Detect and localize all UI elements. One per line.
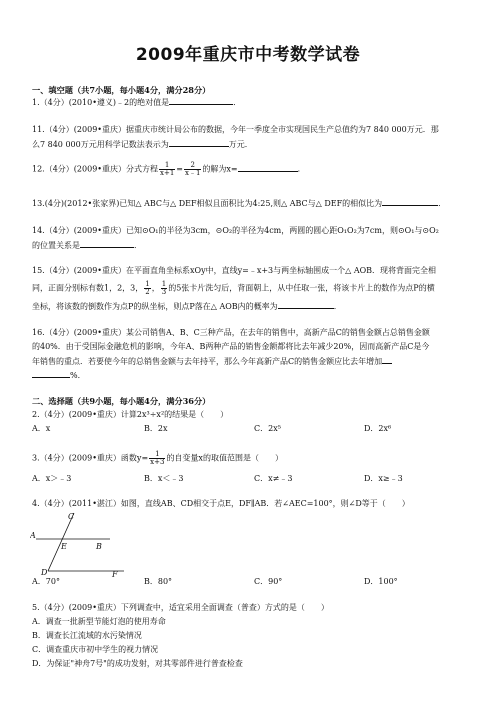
answer-blank[interactable] (80, 239, 134, 248)
answer-blank[interactable] (169, 138, 229, 147)
question-2-option-c[interactable]: C．2x⁵ (254, 424, 281, 433)
question-15-line-1: 15.（4分）(2009•重庆）在平面直角坐标系xOy中，直线y=﹣x+3与两坐标轴围成一个△ AOB．现将背面完全相 (32, 266, 437, 275)
fraction-numerator: 1 (159, 162, 175, 170)
question-3-option-d[interactable]: D．x≥﹣3 (364, 474, 403, 483)
question-16-line-2: 的40%．由于受国际金融危机的影响，今年A、B两种产品的销售金额都将比去年减少20%，因而高新产品C是今 (32, 342, 430, 351)
fraction (144, 281, 150, 296)
question-14-text: 的位置关系是 (32, 241, 80, 250)
question-5: 5.（4分）(2009•重庆）下列调查中，适宜采用全面调查（普查）方式的是（ ） (32, 603, 329, 612)
question-2-option-d[interactable]: D．2x⁶ (364, 424, 392, 433)
answer-blank[interactable] (382, 355, 392, 364)
question-15-text: 同，正面分别标有数1，2，3， (32, 283, 144, 293)
question-4-option-a[interactable]: A．70° (32, 577, 60, 586)
question-5-option-a[interactable]: A．调查一批新型节能灯泡的使用寿命 (32, 617, 166, 626)
question-16-line-4 (32, 369, 472, 382)
fraction-numerator: 2 (184, 162, 201, 170)
question-1-text: 1.（4分）(2010•遵义)﹣2的绝对值是 (32, 98, 170, 107)
equals-sign: = (176, 164, 183, 174)
fraction-denominator: x+3 (150, 458, 165, 466)
question-14-line-1: 14.（4分）(2009•重庆）已知⊙O₁的半径为3cm，⊙O₂的半径为4cm，两圆的圆心距O₁O₂为7cm，则⊙O₁与⊙O₂ (32, 226, 439, 235)
question-11-unit: 万元． (228, 140, 253, 149)
question-4-option-c[interactable]: C．90° (254, 577, 283, 586)
question-15-tail: 的5张卡片洗匀后，背面朝上，从中任取一张，将该卡片上的数作为点P的横 (168, 283, 435, 293)
label-e: E (61, 542, 67, 551)
label-b: B (96, 542, 102, 551)
fraction (184, 162, 201, 177)
question-1: 1.（4分）(2010•遵义)﹣2的绝对值是 ． (32, 98, 242, 107)
question-3-option-c[interactable]: C．x≠﹣3 (254, 474, 293, 483)
question-12: 12.（4分）(2009•重庆）分式方程 $\frac{1}{x+1}$ = $\frac{2}{x﹣1}$ 的解为x= ． (32, 161, 306, 177)
answer-blank[interactable] (169, 96, 233, 105)
question-5-option-b[interactable]: B．调查长江流域的水污染情况 (32, 631, 142, 640)
question-4: 4.（4分）(2011•湛江）如图，直线AB、CD相交于点E，DF∥AB．若∠AEC=100°，则∠D等于（ ） (32, 499, 410, 508)
question-11-line-1: 11.（4分）(2009•重庆）据重庆市统计局公布的数据，今年一季度全市实现国民生产总值约为7 840 000万元．那 (32, 125, 439, 134)
question-15-line-2: 同，正面分别标有数1，2，3， $\frac{1}{2}$ ， $\frac{1}{3}$ 的5张卡片洗匀后，背面朝上，从中任取一张，将该卡片上的数作为点P的横 (32, 280, 435, 296)
question-3 (32, 451, 472, 466)
label-d: D (41, 568, 48, 577)
question-5-option-c[interactable]: C．调查重庆市初中学生的视力情况 (32, 645, 159, 654)
section-heading-fill-in: 一、填空题（共7小题，每小题4分，满分28分） (32, 85, 211, 95)
question-3-option-b[interactable]: B．x＜﹣3 (144, 474, 184, 483)
answer-blank[interactable] (382, 197, 438, 206)
question-13: 13.(4分)(2012•张家界)已知△ ABC与△ DEF相似且面积比为4:25,则△ ABC与△ DEF的相似比为 ． (32, 199, 447, 208)
fraction (149, 451, 165, 466)
question-16-line-1: 16.（4分）(2009•重庆）某公司销售A、B、C三种产品，在去年的销售中，高新产品C的销售金额占总销售金额 (32, 328, 430, 337)
fraction-denominator: 3 (161, 288, 167, 296)
label-f: F (112, 570, 118, 577)
question-11-line-2 (32, 138, 472, 151)
question-11-text: 么7 840 000万元用科学记数法表示为 (32, 140, 169, 149)
label-a: A (30, 531, 36, 540)
section-heading-choice: 二、选择题（共9小题，每小题4分，满分36分） (32, 396, 211, 406)
fraction-denominator: x﹣1 (185, 169, 201, 177)
fraction-numerator: 1 (149, 451, 165, 459)
question-15-text-end: 坐标，将该数的倒数作为点P的纵坐标，则点P落在△ AOB内的概率为 (32, 302, 278, 311)
question-12-tail: 的解为x= (202, 164, 238, 174)
question-16-text: 年销售的重点．若要使今年的总销售金额与去年持平，那么今年高新产品C的销售金额应比去年增加 (32, 357, 383, 366)
question-4-option-d[interactable]: D．100° (364, 577, 398, 586)
question-2: 2.（4分）(2009•重庆）计算2x³÷x²的结果是（ ） (32, 410, 229, 419)
question-16-line-3 (32, 355, 472, 368)
answer-blank[interactable] (238, 163, 298, 172)
question-13-text: 13.(4分)(2012•张家界)已知△ ABC与△ DEF相似且面积比为4:25,则△ ABC与△ DEF的相似比为 (32, 199, 383, 208)
question-2-option-b[interactable]: B．2x (144, 424, 168, 433)
question-4-figure (30, 509, 130, 577)
answer-blank[interactable] (278, 300, 334, 309)
question-12-text: 12.（4分）(2009•重庆）分式方程 (32, 164, 159, 174)
question-3-text: 3.（4分）(2009•重庆）函数y= (32, 453, 149, 463)
question-4-option-b[interactable]: B．80° (144, 577, 173, 586)
page-title: 2009年重庆市中考数学试卷 (135, 45, 361, 65)
question-5-option-d[interactable]: D．为保证"神舟7号"的成功发射，对其零部件进行普查检查 (32, 659, 243, 668)
question-3-tail: 的自变量x的取值范围是（ ） (166, 453, 283, 463)
question-16-unit: %． (70, 371, 86, 380)
fraction-denominator: x+1 (160, 169, 175, 177)
question-14-line-2: 的位置关系是 ． (32, 241, 142, 250)
fraction-denominator: 2 (145, 288, 150, 296)
fraction (161, 281, 167, 296)
answer-blank[interactable] (32, 369, 70, 378)
label-c: C (68, 512, 75, 521)
question-2-option-a[interactable]: A．x (32, 424, 51, 433)
fraction (159, 162, 175, 177)
question-3-option-a[interactable]: A．x＞﹣3 (32, 474, 72, 483)
fraction-numerator: 1 (145, 280, 150, 288)
fraction-numerator: 1 (161, 280, 167, 288)
question-15-line-3: 坐标，将该数的倒数作为点P的纵坐标，则点P落在△ AOB内的概率为 ． (32, 302, 342, 311)
